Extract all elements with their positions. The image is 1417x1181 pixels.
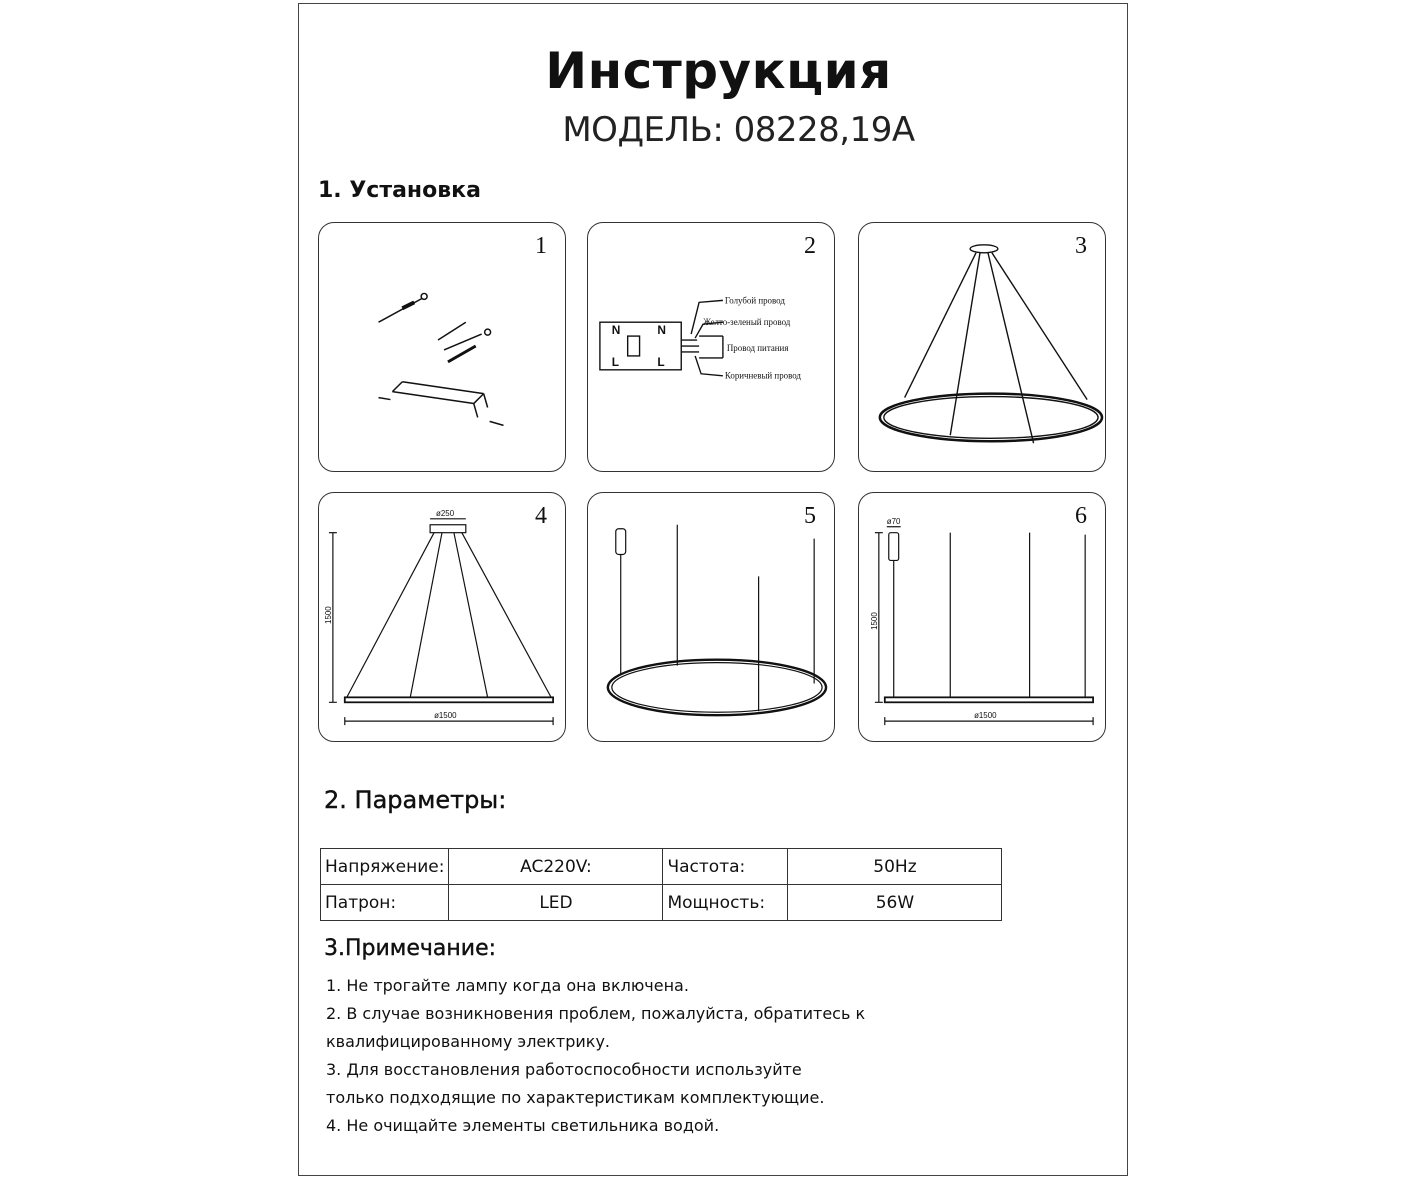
model-number: МОДЕЛЬ: 08228,19A (562, 110, 915, 150)
step-6-panel (858, 492, 1106, 742)
power-value: 56W (788, 885, 1002, 921)
voltage-value: AC220V: (449, 849, 663, 885)
parameters-heading: 2. Параметры: (324, 786, 507, 814)
wire-label: Коричневый провод (724, 370, 801, 381)
table-row (321, 885, 1002, 921)
frequency-label: Частота: (663, 849, 788, 885)
terminal-n-label: N (611, 323, 621, 338)
pendant-ring-illustration (859, 223, 1105, 471)
step-number: 5 (804, 503, 816, 529)
socket-label: Патрон: (321, 885, 449, 921)
height-dimension-label: 1500 (323, 606, 333, 624)
power-label: Мощность: (663, 885, 788, 921)
step-number: 2 (804, 233, 816, 259)
installation-heading: 1. Установка (318, 178, 481, 203)
step-1-panel (318, 222, 566, 472)
table-row (321, 849, 1002, 885)
wiring-diagram-illustration (588, 223, 834, 471)
step-number: 3 (1075, 233, 1087, 259)
step-number: 6 (1075, 503, 1087, 529)
step-number: 1 (535, 233, 547, 259)
note-line: 3. Для восстановления работоспособности используйте (326, 1060, 802, 1079)
terminal-l-label: L (657, 354, 665, 369)
frequency-value: 50Hz (788, 849, 1002, 885)
dimension-drawing-side (859, 493, 1105, 741)
notes-heading: 3.Примечание: (324, 936, 497, 961)
ring-perspective-illustration (588, 493, 834, 741)
height-dimension-label: 1500 (869, 612, 879, 630)
ring-diameter-label: ø1500 (434, 711, 457, 721)
step-3-panel (858, 222, 1106, 472)
wire-label: Желто-зеленый провод (703, 317, 791, 328)
parameters-table (320, 848, 1002, 921)
ring-diameter-label: ø1500 (974, 711, 997, 721)
voltage-label: Напряжение: (321, 849, 449, 885)
dimension-drawing-front (319, 493, 565, 741)
wire-label: Голубой провод (724, 295, 785, 306)
note-line: 1. Не трогайте лампу когда она включена. (326, 976, 689, 995)
note-line: 2. В случае возникновения проблем, пожалуйста, обратитесь к (326, 1004, 866, 1023)
step-4-panel (318, 492, 566, 742)
step-5-panel (587, 492, 835, 742)
socket-value: LED (449, 885, 663, 921)
note-line: 4. Не очищайте элементы светильника водой. (326, 1116, 720, 1135)
step-number: 4 (535, 503, 547, 529)
step-2-panel (587, 222, 835, 472)
document-title: Инструкция (545, 42, 892, 100)
note-line: только подходящие по характеристикам комплектующие. (326, 1088, 825, 1107)
notes-list (326, 972, 865, 1140)
note-line: квалифицированному электрику. (326, 1032, 611, 1051)
terminal-n-label: N (657, 323, 667, 338)
terminal-l-label: L (611, 354, 620, 369)
wire-label: Провод питания (726, 342, 789, 353)
canopy-diameter-label: ø70 (886, 516, 901, 526)
mounting-bracket-illustration (319, 223, 565, 471)
canopy-diameter-label: ø250 (436, 508, 455, 518)
